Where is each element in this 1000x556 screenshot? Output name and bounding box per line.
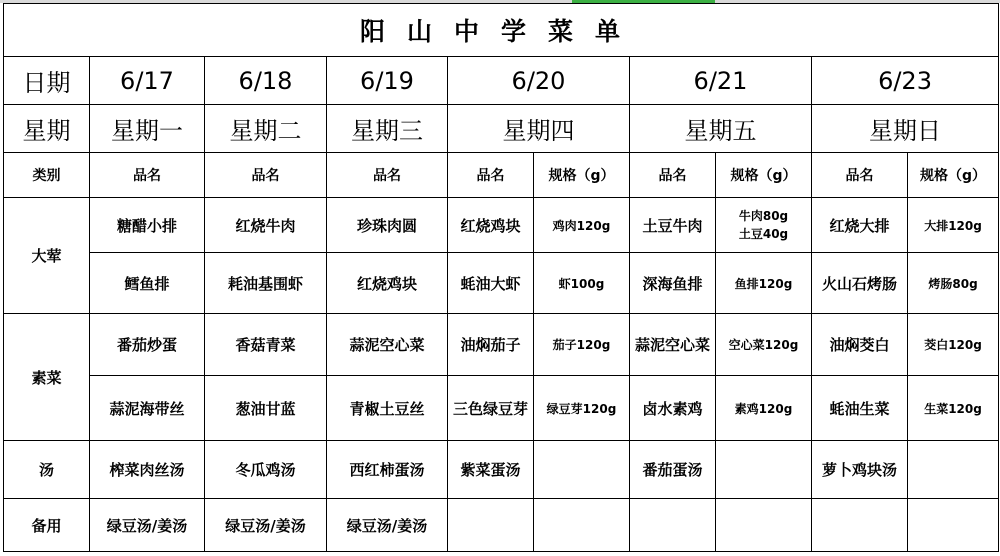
date-label[interactable]: 日期 — [4, 57, 90, 105]
category-meat[interactable]: 大荤 — [4, 198, 90, 314]
spec-header[interactable]: 规格（g） — [908, 153, 999, 198]
weekday-cell[interactable]: 星期五 — [630, 105, 812, 153]
spec-header[interactable]: 规格（g） — [716, 153, 812, 198]
empty-cell[interactable] — [448, 499, 534, 552]
dish-cell[interactable]: 蒜泥空心菜 — [630, 314, 716, 376]
dish-cell[interactable]: 蒜泥海带丝 — [90, 376, 205, 441]
menu-title[interactable]: 阳山中学菜单 — [4, 4, 999, 57]
dish-header[interactable]: 品名 — [205, 153, 327, 198]
empty-cell[interactable] — [716, 441, 812, 499]
spec-cell[interactable]: 茭白120g — [908, 314, 999, 376]
dish-cell[interactable]: 番茄炒蛋 — [90, 314, 205, 376]
spec-cell[interactable]: 素鸡120g — [716, 376, 812, 441]
dish-cell[interactable]: 绿豆汤/姜汤 — [327, 499, 448, 552]
week-label[interactable]: 星期 — [4, 105, 90, 153]
menu-table — [3, 3, 999, 552]
spec-line: 土豆40g — [738, 227, 789, 241]
spec-cell[interactable]: 空心菜120g — [716, 314, 812, 376]
spec-cell[interactable]: 虾100g — [534, 253, 630, 314]
empty-cell[interactable] — [534, 499, 630, 552]
dish-cell[interactable]: 青椒土豆丝 — [327, 376, 448, 441]
spec-cell[interactable]: 鱼排120g — [716, 253, 812, 314]
dish-cell[interactable]: 榨菜肉丝汤 — [90, 441, 205, 499]
spec-header[interactable]: 规格（g） — [534, 153, 630, 198]
dish-cell[interactable]: 葱油甘蓝 — [205, 376, 327, 441]
dish-cell[interactable]: 蚝油大虾 — [448, 253, 534, 314]
dish-header[interactable]: 品名 — [448, 153, 534, 198]
dish-cell[interactable]: 鳕鱼排 — [90, 253, 205, 314]
dish-cell[interactable]: 香菇青菜 — [205, 314, 327, 376]
weekday-cell[interactable]: 星期一 — [90, 105, 205, 153]
dish-cell[interactable]: 油焖茭白 — [812, 314, 908, 376]
category-soup[interactable]: 汤 — [4, 441, 90, 499]
weekday-cell[interactable]: 星期二 — [205, 105, 327, 153]
weekday-cell[interactable]: 星期三 — [327, 105, 448, 153]
dish-cell[interactable]: 深海鱼排 — [630, 253, 716, 314]
empty-cell[interactable] — [812, 499, 908, 552]
spec-cell[interactable] — [716, 198, 812, 253]
weekday-cell[interactable]: 星期四 — [448, 105, 630, 153]
empty-cell[interactable] — [908, 441, 999, 499]
spec-cell[interactable]: 茄子120g — [534, 314, 630, 376]
empty-cell[interactable] — [716, 499, 812, 552]
category-header[interactable]: 类别 — [4, 153, 90, 198]
dish-cell[interactable]: 冬瓜鸡汤 — [205, 441, 327, 499]
dish-header[interactable]: 品名 — [812, 153, 908, 198]
dish-cell[interactable]: 耗油基围虾 — [205, 253, 327, 314]
spec-cell[interactable]: 烤肠80g — [908, 253, 999, 314]
spec-cell[interactable]: 绿豆芽120g — [534, 376, 630, 441]
dish-cell[interactable]: 绿豆汤/姜汤 — [205, 499, 327, 552]
dish-cell[interactable]: 蚝油生菜 — [812, 376, 908, 441]
dish-cell[interactable]: 卤水素鸡 — [630, 376, 716, 441]
date-cell[interactable]: 6/17 — [90, 57, 205, 105]
date-cell[interactable]: 6/18 — [205, 57, 327, 105]
dish-cell[interactable]: 红烧鸡块 — [327, 253, 448, 314]
empty-cell[interactable] — [630, 499, 716, 552]
dish-cell[interactable]: 三色绿豆芽 — [448, 376, 534, 441]
dish-cell[interactable]: 西红柿蛋汤 — [327, 441, 448, 499]
category-backup[interactable]: 备用 — [4, 499, 90, 552]
empty-cell[interactable] — [908, 499, 999, 552]
empty-cell[interactable] — [534, 441, 630, 499]
dish-cell[interactable]: 糖醋小排 — [90, 198, 205, 253]
dish-cell[interactable]: 蒜泥空心菜 — [327, 314, 448, 376]
weekday-cell[interactable]: 星期日 — [812, 105, 999, 153]
dish-cell[interactable]: 珍珠肉圆 — [327, 198, 448, 253]
dish-header[interactable]: 品名 — [327, 153, 448, 198]
spec-cell[interactable]: 大排120g — [908, 198, 999, 253]
dish-header[interactable]: 品名 — [90, 153, 205, 198]
dish-cell[interactable]: 绿豆汤/姜汤 — [90, 499, 205, 552]
dish-cell[interactable]: 红烧鸡块 — [448, 198, 534, 253]
spec-line: 牛肉80g — [738, 209, 789, 223]
spec-cell[interactable]: 生菜120g — [908, 376, 999, 441]
date-cell[interactable]: 6/20 — [448, 57, 630, 105]
dish-cell[interactable]: 火山石烤肠 — [812, 253, 908, 314]
dish-cell[interactable]: 油焖茄子 — [448, 314, 534, 376]
category-veg[interactable]: 素菜 — [4, 314, 90, 441]
dish-cell[interactable]: 番茄蛋汤 — [630, 441, 716, 499]
date-cell[interactable]: 6/19 — [327, 57, 448, 105]
date-cell[interactable]: 6/21 — [630, 57, 812, 105]
date-cell[interactable]: 6/23 — [812, 57, 999, 105]
dish-cell[interactable]: 紫菜蛋汤 — [448, 441, 534, 499]
dish-cell[interactable]: 红烧牛肉 — [205, 198, 327, 253]
dish-cell[interactable]: 红烧大排 — [812, 198, 908, 253]
spec-cell[interactable]: 鸡肉120g — [534, 198, 630, 253]
dish-header[interactable]: 品名 — [630, 153, 716, 198]
dish-cell[interactable]: 萝卜鸡块汤 — [812, 441, 908, 499]
dish-cell[interactable]: 土豆牛肉 — [630, 198, 716, 253]
